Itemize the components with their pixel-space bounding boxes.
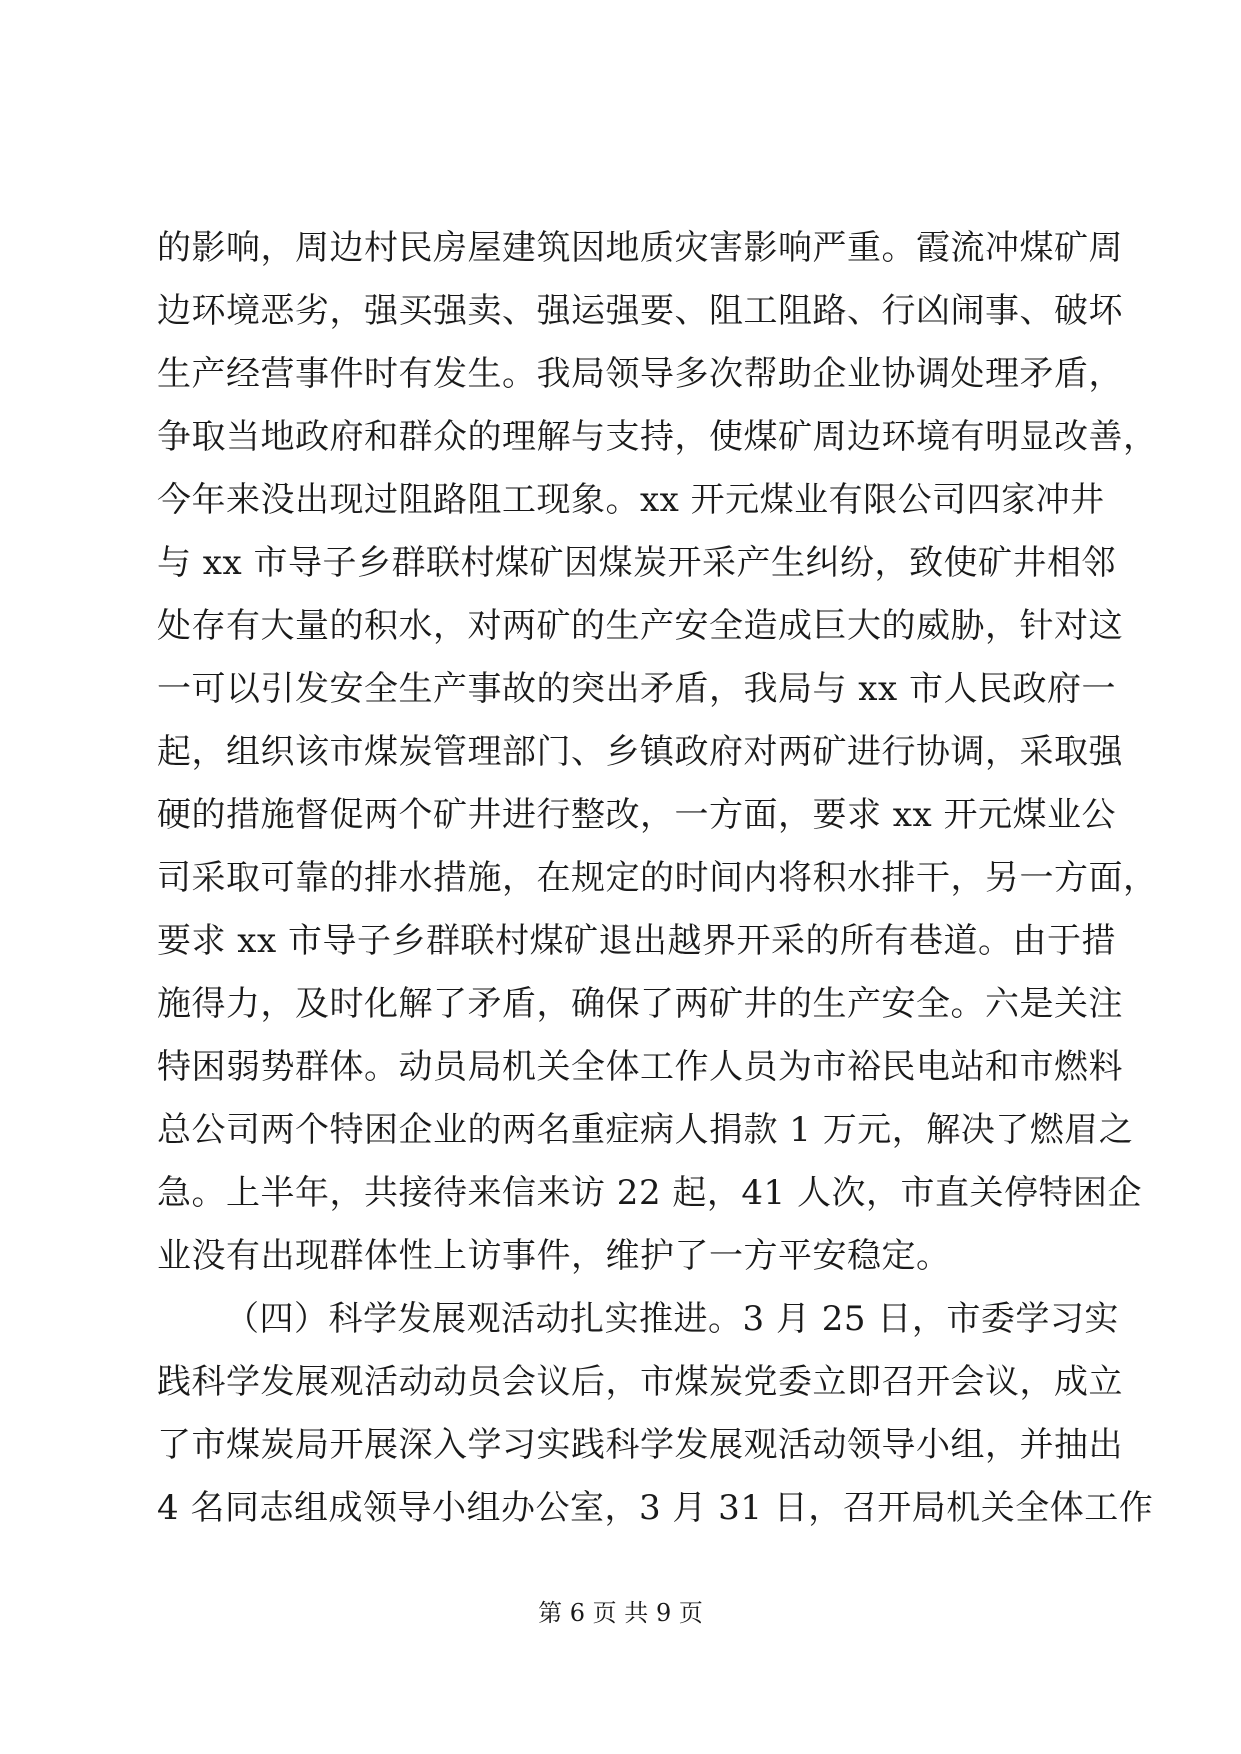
text-line: 今年来没出现过阻路阻工现象。xx 开元煤业有限公司四家冲井 <box>157 480 1105 520</box>
body-text <box>157 222 1158 1545</box>
text-line: 处存有大量的积水，对两矿的生产安全造成巨大的威胁，针对这 <box>157 606 1123 646</box>
section-heading-line: （四）科学发展观活动扎实推进。3 月 25 日，市委学习实 <box>225 1299 1119 1339</box>
text-line: 硬的措施督促两个矿井进行整改，一方面，要求 xx 开元煤业公 <box>157 795 1116 835</box>
text-line: 业没有出现群体性上访事件，维护了一方平安稳定。 <box>157 1236 951 1276</box>
text-line: 总公司两个特困企业的两名重症病人捐款 1 万元，解决了燃眉之 <box>157 1110 1134 1150</box>
text-line: 急。上半年，共接待来信来访 22 起，41 人次，市直关停特困企 <box>157 1173 1142 1213</box>
text-line: 特困弱势群体。动员局机关全体工作人员为市裕民电站和市燃料 <box>157 1047 1123 1087</box>
text-line: 与 xx 市导子乡群联村煤矿因煤炭开采产生纠纷，致使矿井相邻 <box>157 543 1116 583</box>
text-line: 一可以引发安全生产事故的突出矛盾，我局与 xx 市人民政府一 <box>157 669 1116 709</box>
text-line: 的影响，周边村民房屋建筑因地质灾害影响严重。霞流冲煤矿周 <box>157 228 1123 268</box>
text-line: 起，组织该市煤炭管理部门、乡镇政府对两矿进行协调，采取强 <box>157 732 1123 772</box>
page-number-footer: 第 6 页 共 9 页 <box>538 1599 703 1627</box>
text-line: 要求 xx 市导子乡群联村煤矿退出越界开采的所有巷道。由于措 <box>157 921 1116 961</box>
text-line: 践科学发展观活动动员会议后，市煤炭党委立即召开会议，成立 <box>157 1362 1123 1402</box>
text-line: 司采取可靠的排水措施，在规定的时间内将积水排干，另一方面， <box>157 858 1158 898</box>
text-line: 边环境恶劣，强买强卖、强运强要、阻工阻路、行凶闹事、破坏 <box>157 291 1123 331</box>
text-line: 争取当地政府和群众的理解与支持，使煤矿周边环境有明显改善， <box>157 417 1158 457</box>
text-line: 4 名同志组成领导小组办公室，3 月 31 日，召开局机关全体工作 <box>157 1488 1154 1528</box>
text-line: 了市煤炭局开展深入学习实践科学发展观活动领导小组，并抽出 <box>157 1425 1123 1465</box>
text-line: 施得力，及时化解了矛盾，确保了两矿井的生产安全。六是关注 <box>157 984 1123 1024</box>
text-line: 生产经营事件时有发生。我局领导多次帮助企业协调处理矛盾， <box>157 354 1123 394</box>
